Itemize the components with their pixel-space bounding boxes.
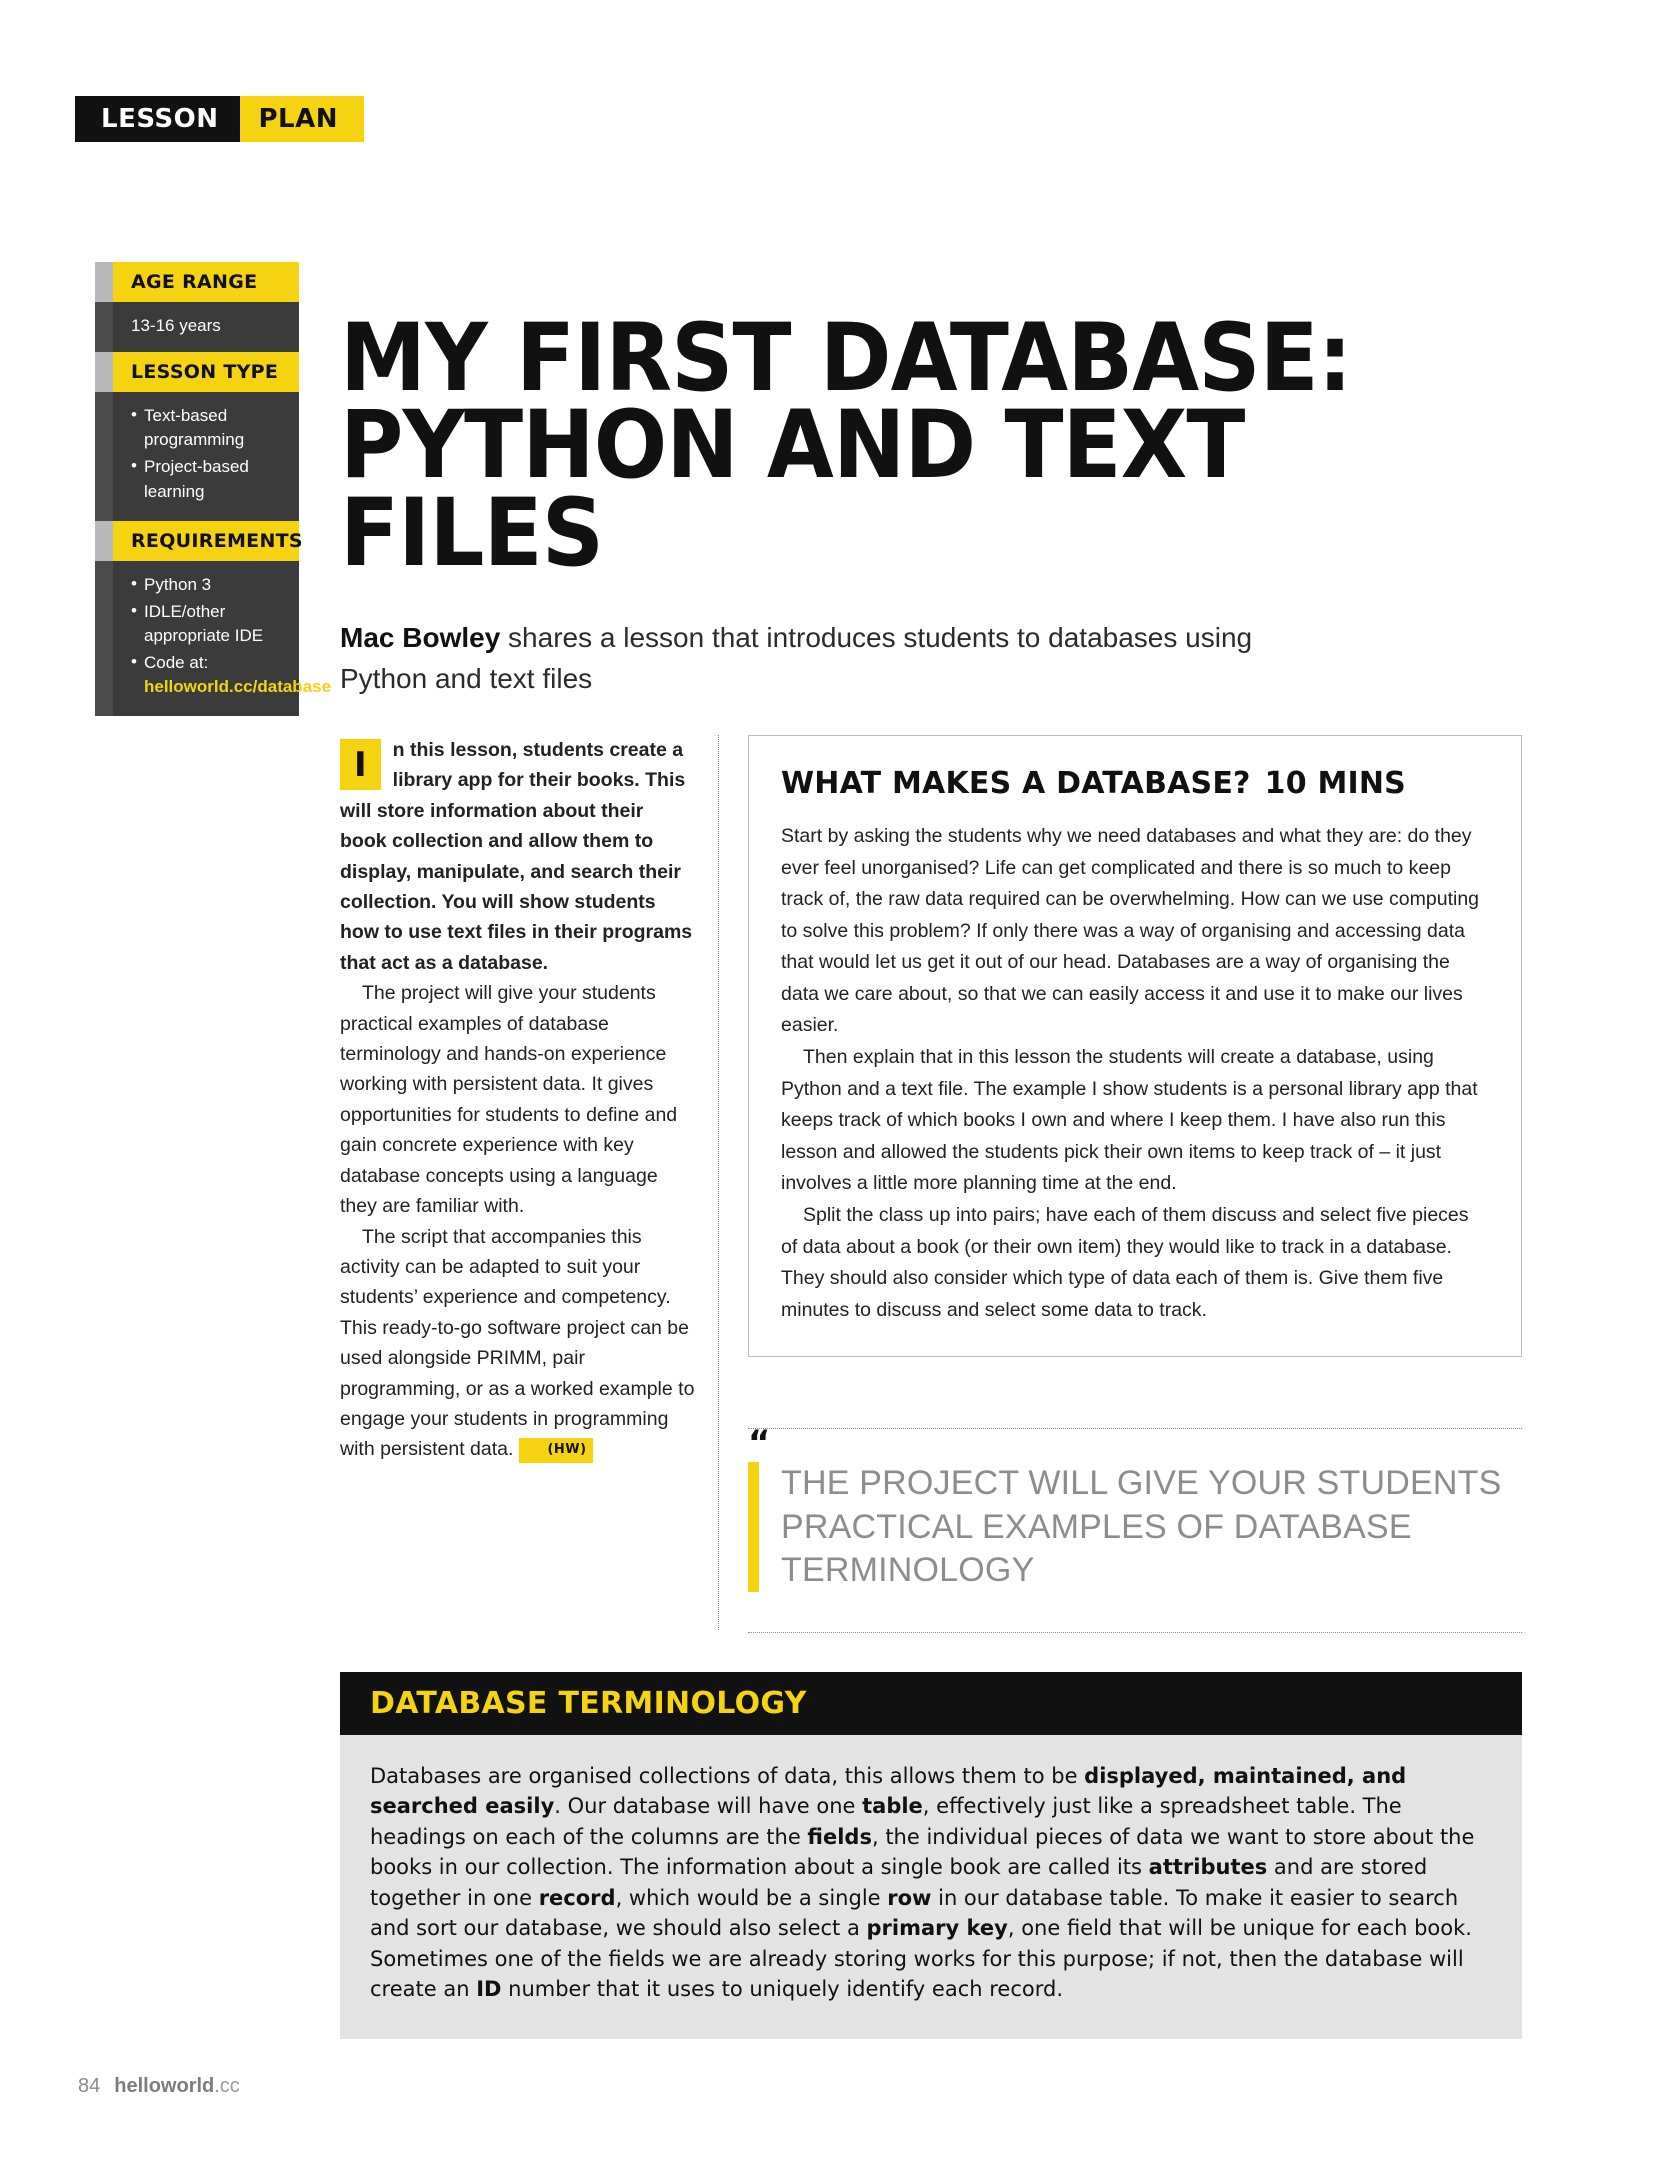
age-range-value: 13-16 years bbox=[131, 316, 221, 335]
terminology-term: record bbox=[538, 1885, 616, 1910]
page-number: 84 bbox=[78, 2075, 101, 2097]
terminology-text: , effectively just like a spreadsheet table. The headings on each of the columns are the bbox=[370, 1794, 1402, 1849]
terminology-term: primary key bbox=[866, 1916, 1008, 1941]
title-line-1: MY FIRST DATABASE: bbox=[340, 303, 1352, 413]
terminology-text: . Our database will have one bbox=[554, 1794, 863, 1819]
page-footer bbox=[78, 2075, 240, 2098]
terminology-text: and are stored together in one bbox=[370, 1855, 1428, 1910]
terminology-text: , the individual pieces of data we want to store about the books in our collection. The information about a single book are called its bbox=[370, 1824, 1475, 1880]
list-item: • Python 3 bbox=[131, 573, 285, 597]
list-item-code-link bbox=[131, 651, 332, 699]
activity-panel-title: WHAT MAKES A DATABASE? bbox=[781, 766, 1251, 801]
footer-site-rest: .cc bbox=[214, 2075, 240, 2097]
activity-panel bbox=[748, 735, 1522, 1357]
body-paragraph-1 bbox=[340, 735, 695, 978]
terminology-text: number that it uses to uniquely identify each record. bbox=[501, 1977, 1063, 2002]
terminology-heading: DATABASE TERMINOLOGY bbox=[340, 1672, 1522, 1735]
column-divider bbox=[718, 735, 719, 1630]
list-item: • IDLE/other appropriate IDE bbox=[131, 600, 285, 648]
panel-paragraph-2: Then explain that in this lesson the students will create a database, using Python and a text file. The example I show students is a personal library app that keeps track of which books I own and where I keep them. I have also run this lesson and allowed the students pick their own items to keep track of – it just involves a little more planning time at the end. bbox=[781, 1046, 1478, 1195]
terminology-term: attributes bbox=[1148, 1855, 1268, 1880]
tag-plan-label: PLAN bbox=[240, 96, 364, 142]
quote-mark-icon: “ bbox=[748, 1423, 771, 1463]
terminology-box bbox=[340, 1672, 1522, 2039]
requirements-list bbox=[131, 573, 332, 700]
standfirst bbox=[340, 618, 1340, 699]
sidebar-section-age-range bbox=[113, 302, 299, 352]
body-paragraph-1-text: n this lesson, students create a library app for their books. This will store information about their book collection and allow them to display, manipulate, and search their collection. You will show students how to use text files in their programs that act as a database. bbox=[340, 739, 693, 974]
tag-lesson-label: LESSON bbox=[75, 96, 240, 142]
code-at-label: Code at: bbox=[144, 653, 209, 672]
standfirst-text: shares a lesson that introduces students to databases using Python and text files bbox=[340, 622, 1253, 694]
footer-site-bold: helloworld bbox=[114, 2075, 215, 2097]
pullquote-divider-bottom bbox=[748, 1632, 1522, 1633]
terminology-text: in our database table. To make it easier to search and sort our database, we should also select a bbox=[370, 1885, 1459, 1941]
page-title bbox=[340, 303, 1426, 588]
article-body-column bbox=[340, 735, 695, 1465]
activity-duration: 10 MINS bbox=[1264, 766, 1406, 801]
pullquote-accent-bar bbox=[748, 1423, 771, 1592]
lesson-info-sidebar bbox=[113, 262, 332, 716]
pullquote-divider-top bbox=[748, 1428, 1522, 1429]
drop-cap: I bbox=[340, 739, 381, 790]
author-name: Mac Bowley bbox=[340, 622, 501, 653]
list-item: • Project-based learning bbox=[131, 455, 285, 503]
activity-panel-heading bbox=[781, 766, 1487, 801]
body-paragraph-2: The project will give your students practical examples of database terminology and hands-on experience working with persistent data. It gives opportunities for students to define and gain concrete experience with key database concepts using a language they are familiar with. bbox=[340, 982, 678, 1218]
list-item: • Text-based programming bbox=[131, 404, 285, 452]
sidebar-heading-requirements: REQUIREMENTS bbox=[113, 521, 299, 561]
terminology-term: row bbox=[887, 1885, 932, 1910]
body-paragraph-3 bbox=[340, 1222, 695, 1465]
pullquote bbox=[748, 1423, 1522, 1593]
footer-site bbox=[114, 2075, 240, 2097]
end-mark: (HW) bbox=[519, 1438, 592, 1462]
panel-paragraph-3: Split the class up into pairs; have each of them discuss and select five pieces of data about a book (or their own item) they would like to track in a database. They should also consider which type of data each of them is. Give them five minutes to discuss and select some data to track. bbox=[781, 1203, 1469, 1321]
sidebar-heading-age-range: AGE RANGE bbox=[113, 262, 299, 302]
body-paragraph-3-text: The script that accompanies this activity can be adapted to suit your students’ experience and competency. This ready-to-go software project can be used alongside PRIMM, pair programming, or as a worked example to engage your students in programming with persistent data. bbox=[340, 1225, 695, 1461]
terminology-term: fields bbox=[807, 1824, 872, 1849]
lesson-type-list bbox=[131, 404, 285, 504]
sidebar-section-requirements bbox=[113, 561, 332, 717]
terminology-text: , one field that will be unique for each book. Sometimes one of the fields we are already storing works for this purpose; if not, then the database will create an bbox=[370, 1916, 1472, 2002]
pullquote-text: THE PROJECT WILL GIVE YOUR STUDENTS PRACTICAL EXAMPLES OF DATABASE TERMINOLOGY bbox=[781, 1464, 1502, 1590]
terminology-body bbox=[340, 1735, 1522, 2039]
sidebar-section-lesson-type bbox=[113, 392, 299, 521]
terminology-text: , which would be a single bbox=[615, 1885, 888, 1910]
lesson-plan-tag bbox=[75, 96, 364, 142]
title-line-2: PYTHON AND TEXT FILES bbox=[340, 391, 1245, 588]
code-url[interactable]: helloworld.cc/database bbox=[144, 677, 332, 697]
sidebar-heading-lesson-type: LESSON TYPE bbox=[113, 352, 299, 392]
terminology-term: ID bbox=[476, 1977, 502, 2002]
terminology-text: Databases are organised collections of data, this allows them to be bbox=[370, 1764, 1085, 1788]
panel-paragraph-1: Start by asking the students why we need databases and what they are: do they ever feel unorganised? Life can get complicated and there is so much to keep track of, the raw data required can be overwhelming. How can we use computing to solve this problem? If only there was a way of organising and accessing data that would let us get it out of our head. Databases are a way of organising the data we care about, so that we can easily access it and use it to make our lives easier. bbox=[781, 825, 1480, 1037]
terminology-term: displayed, maintained, and searched easily bbox=[370, 1764, 1407, 1819]
terminology-term: table bbox=[862, 1794, 923, 1819]
